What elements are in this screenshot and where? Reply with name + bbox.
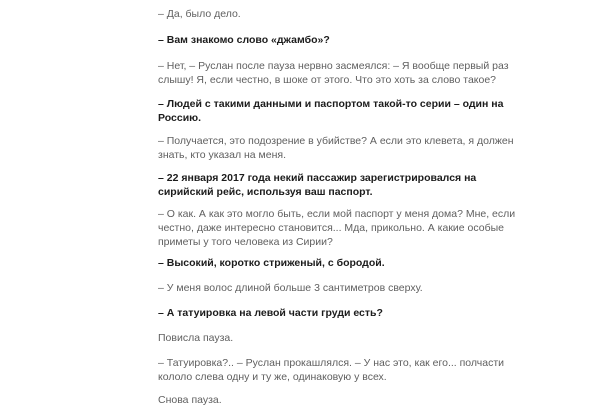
- paragraph-question: [158, 171, 476, 199]
- text-line: слышу! Я, если честно, в шоке от этого. Что это хоть за слово такое?: [158, 74, 497, 86]
- text-line: Повисла пауза.: [158, 332, 234, 344]
- text-line: – Да, было дело.: [158, 8, 241, 20]
- paragraph-question: [158, 33, 330, 47]
- text-line: – О как. А как это могло быть, если мой паспорт у меня дома? Мне, если: [158, 208, 516, 220]
- paragraph-reply: [158, 356, 504, 384]
- text-line: честно, даже интересно становится... Мда, прикольно. А какие особые: [158, 222, 505, 234]
- paragraph-reply: [158, 207, 515, 249]
- paragraph-question: [158, 306, 383, 320]
- text-line: Снова пауза.: [158, 394, 222, 406]
- paragraph-question: [158, 256, 385, 270]
- text-line: – У меня волос длиной больше 3 сантиметров сверху.: [158, 282, 423, 294]
- paragraph-reply: [158, 393, 222, 407]
- text-line: кололо слева одну и ту же, одинаковую у всех.: [158, 371, 387, 383]
- text-line: – Получается, это подозрение в убийстве? А если это клевета, я должен: [158, 135, 514, 147]
- text-line: сирийский рейс, используя ваш паспорт.: [158, 186, 373, 198]
- text-line: знать, кто указал на меня.: [158, 149, 287, 161]
- paragraph-reply: [158, 7, 241, 21]
- text-line: – Людей с такими данными и паспортом такой-то серии – один на: [158, 98, 504, 110]
- text-line: Россию.: [158, 112, 202, 124]
- paragraph-reply: [158, 331, 233, 345]
- paragraph-reply: [158, 134, 514, 162]
- text-line: – А татуировка на левой части груди есть?: [158, 307, 383, 319]
- text-line: приметы у того человека из Сирии?: [158, 236, 333, 248]
- paragraph-question: [158, 97, 503, 125]
- text-line: – Высокий, коротко стриженый, с бородой.: [158, 257, 385, 269]
- text-line: – Нет, – Руслан после пауза нервно засмеялся: – Я вообще первый раз: [158, 60, 509, 72]
- text-line: – Вам знакомо слово «джамбо»?: [158, 34, 330, 46]
- paragraph-reply: [158, 59, 509, 87]
- text-line: – Татуировка?.. – Руслан прокашлялся. – У нас это, как его... полчасти: [158, 357, 505, 369]
- text-line: – 22 января 2017 года некий пассажир зарегистрировался на: [158, 172, 477, 184]
- paragraph-reply: [158, 281, 423, 295]
